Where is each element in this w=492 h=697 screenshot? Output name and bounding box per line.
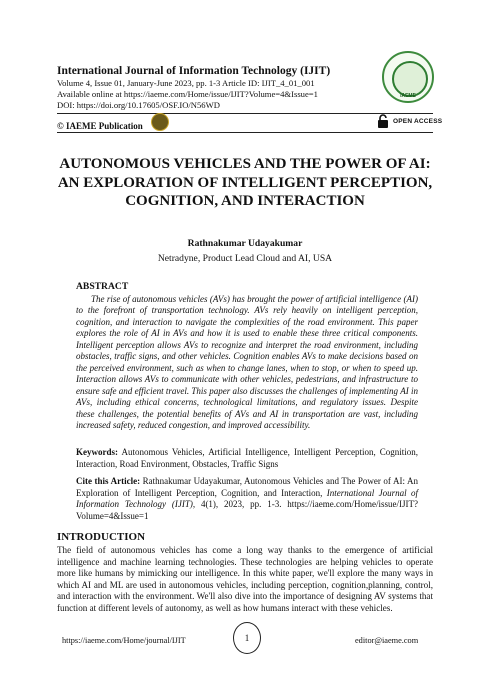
cite-details[interactable]: 4(1), 2023, pp. 1-3. https://iaeme.com/Home/issue/IJIT?Volume=4&Issue=1 <box>76 499 419 521</box>
cite-label: Cite this Article: <box>76 476 141 486</box>
open-lock-icon <box>376 114 390 128</box>
author-name: Rathnakumar Udayakumar <box>187 238 303 249</box>
introduction-text: The field of autonomous vehicles has come a long way thanks to the emergence of artificial intelligence and machine learning technologies. These technologies are helping vehicles to operate more like humans by mimicking our intelligence. In this white paper, we'll explore the many ways in which AI and ML are used in autonomous vehicles, including perception, cognition,planning, control, and interaction with the environment. We'll also dive into the importance of designing AV systems that function at different levels of autonomy, as well as how humans interact with these vehicles. <box>57 545 433 613</box>
page-number: 1 <box>233 622 261 654</box>
open-access-label: OPEN ACCESS <box>393 118 443 125</box>
header-divider-bottom <box>57 132 433 133</box>
author-affiliation: Netradyne, Product Lead Cloud and AI, USA <box>157 253 333 264</box>
logo-emblem <box>392 61 428 97</box>
available-online-link[interactable]: Available online at https://iaeme.com/Home/issue/IJIT?Volume=4&Issue=1 <box>57 89 318 99</box>
iaeme-logo <box>382 51 434 103</box>
abstract-text: The rise of autonomous vehicles (AVs) has brought the power of artificial intelligence (AI) to the forefront of transportation technology. AVs rely heavily on intelligent perception, cognition, and interaction to navigate the complexities of the road environment. This paper explores the role of AI in AVs and how it is used to enable these three critical components. Intelligent perception allows AVs to recognize and interpret the road environment, including obstacles, traffic signs, and other vehicles. Cognition enables AVs to make decisions based on the perceived environment, such as when to change lanes, when to stop, or when to speed up. Interaction allows AVs to communicate with other vehicles, pedestrians, and infrastructure to ensure safe and efficient travel. This paper also discusses the challenges of implementing AI in AVs, including ethical concerns, technological limitations, and regulatory issues. Despite these challenges, the potential benefits of AVs and AI in transportation are vast, including increased safety, reduced congestion, and improved accessibility. <box>76 294 418 430</box>
keywords-block <box>76 447 418 470</box>
keywords-label: Keywords: <box>76 447 118 457</box>
logo-text: IAEME <box>400 93 416 99</box>
publisher-label: © IAEME Publication <box>57 121 143 131</box>
abstract-heading: ABSTRACT <box>76 281 129 292</box>
volume-line: Volume 4, Issue 01, January-June 2023, pp. 1-3 Article ID: IJIT_4_01_001 <box>57 78 315 88</box>
keywords-text: Autonomous Vehicles, Artificial Intelligence, Intelligent Perception, Cognition, Interaction, Road Environment, Obstacles, Traffic Signs <box>76 447 418 469</box>
publisher-badge-icon <box>151 113 169 131</box>
footer-journal-link[interactable]: https://iaeme.com/Home/journal/IJIT <box>62 636 186 645</box>
journal-title: International Journal of Information Technology (IJIT) <box>57 65 331 77</box>
article-title: AUTONOMOUS VEHICLES AND THE POWER OF AI: AN EXPLORATION OF INTELLIGENT PERCEPTION, COGNITION, AND INTERACTION <box>57 156 433 209</box>
footer-email-link[interactable]: editor@iaeme.com <box>355 636 419 645</box>
cite-text: Rathnakumar Udayakumar, Autonomous Vehicles and The Power of AI: An Exploration of Intelligent Perception, Cognition, and Interaction, <box>76 476 418 498</box>
citation-block <box>76 476 418 522</box>
doi-link[interactable]: DOI: https://doi.org/10.17605/OSF.IO/N56WD <box>57 100 220 110</box>
introduction-heading: INTRODUCTION <box>57 531 146 543</box>
cite-journal: International Journal of Information Technology (IJIT), <box>76 487 418 510</box>
